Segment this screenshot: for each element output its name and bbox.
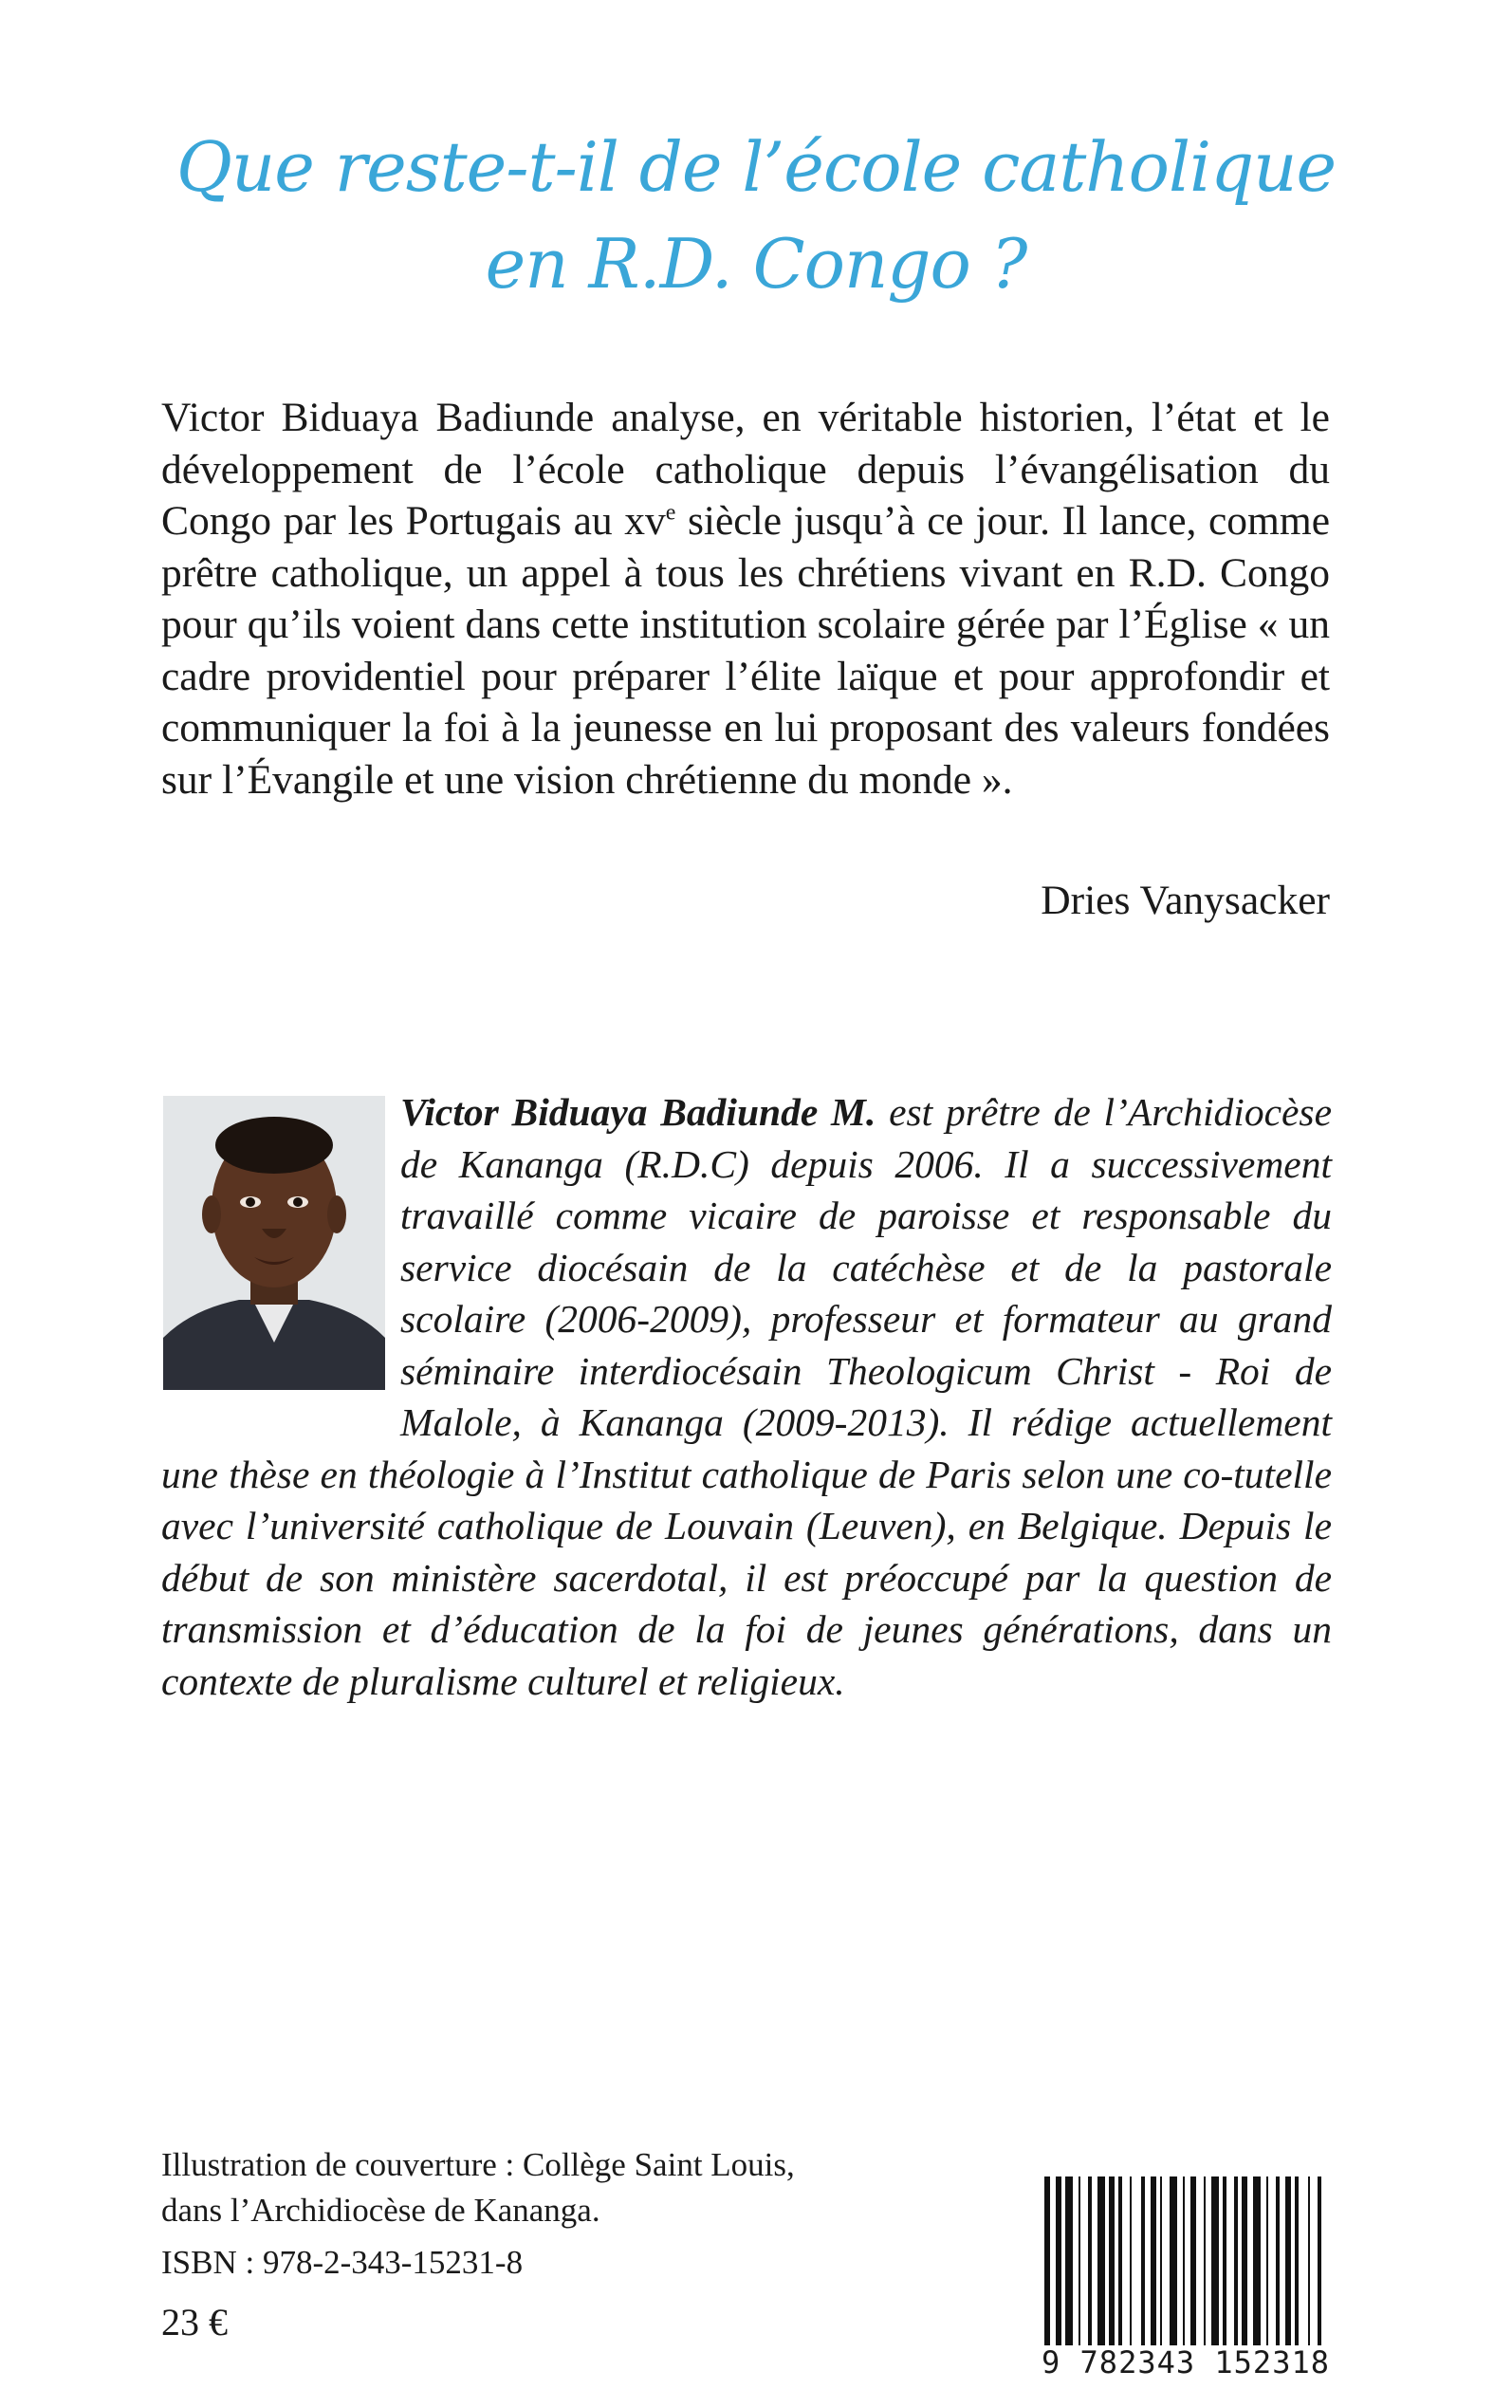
- summary-text-a: Victor Biduaya Badiunde analyse, en véritable historien, l’état et le développement de l’école catholique depuis l’évangélisation du Congo par les Portugais au xv: [161, 395, 1330, 544]
- author-name: Victor Biduaya Badiunde M.: [400, 1090, 876, 1134]
- cover-credit-line-2: dans l’Archidiocèse de Kananga.: [161, 2192, 600, 2229]
- book-title: [0, 119, 1512, 312]
- century-superscript: e: [665, 500, 676, 526]
- title-line-1: Que reste-t-il de l’école catholique: [175, 127, 1337, 207]
- barcode-digits: 9 782343 152318: [1042, 2344, 1330, 2380]
- price: 23 €: [161, 2301, 228, 2343]
- cover-credit: [161, 2142, 795, 2233]
- title-line-2: en R.D. Congo ?: [485, 224, 1027, 304]
- author-bio-text: est prêtre de l’Archidiocèse de Kananga (R.D.C) depuis 2006. Il a successivement travaillé comme vicaire de paroisse et responsable du service diocésain de la catéchèse et de la pastorale scolaire (2006-2009), professeur et formateur au grand séminaire interdiocésain Theologicum Christ - Roi de Malole, à Kananga (2009-2013). Il rédige actuellement une thèse en théologie à l’Institut catholique de Paris selon une co-tutelle avec l’université catholique de Louvain (Leuven), en Belgique. Depuis le début de son ministère sacerdotal, il est préoccupé par la question de transmission et d’éducation de la foi de jeunes générations, dans un contexte de pluralisme culturel et religieux.: [161, 1090, 1332, 1703]
- summary-signature: Dries Vanysacker: [1041, 878, 1330, 923]
- barcode: [1041, 2176, 1337, 2345]
- summary-paragraph: [161, 392, 1330, 806]
- cover-credit-line-1: Illustration de couverture : Collège Saint Louis,: [161, 2146, 795, 2183]
- author-bio: [161, 1086, 1332, 1707]
- isbn: ISBN : 978-2-343-15231-8: [161, 2244, 524, 2281]
- summary-text-b: siècle jusqu’à ce jour. Il lance, comme prêtre catholique, un appel à tous les chrétiens vivant en R.D. Congo pour qu’ils voient dans cette institution scolaire gérée par l’Église « un cadre providentiel pour préparer l’élite laïque et pour approfondir et communiquer la foi à la jeunesse en lui proposant des valeurs fondées sur l’Évangile et une vision chrétienne du monde ».: [161, 498, 1331, 803]
